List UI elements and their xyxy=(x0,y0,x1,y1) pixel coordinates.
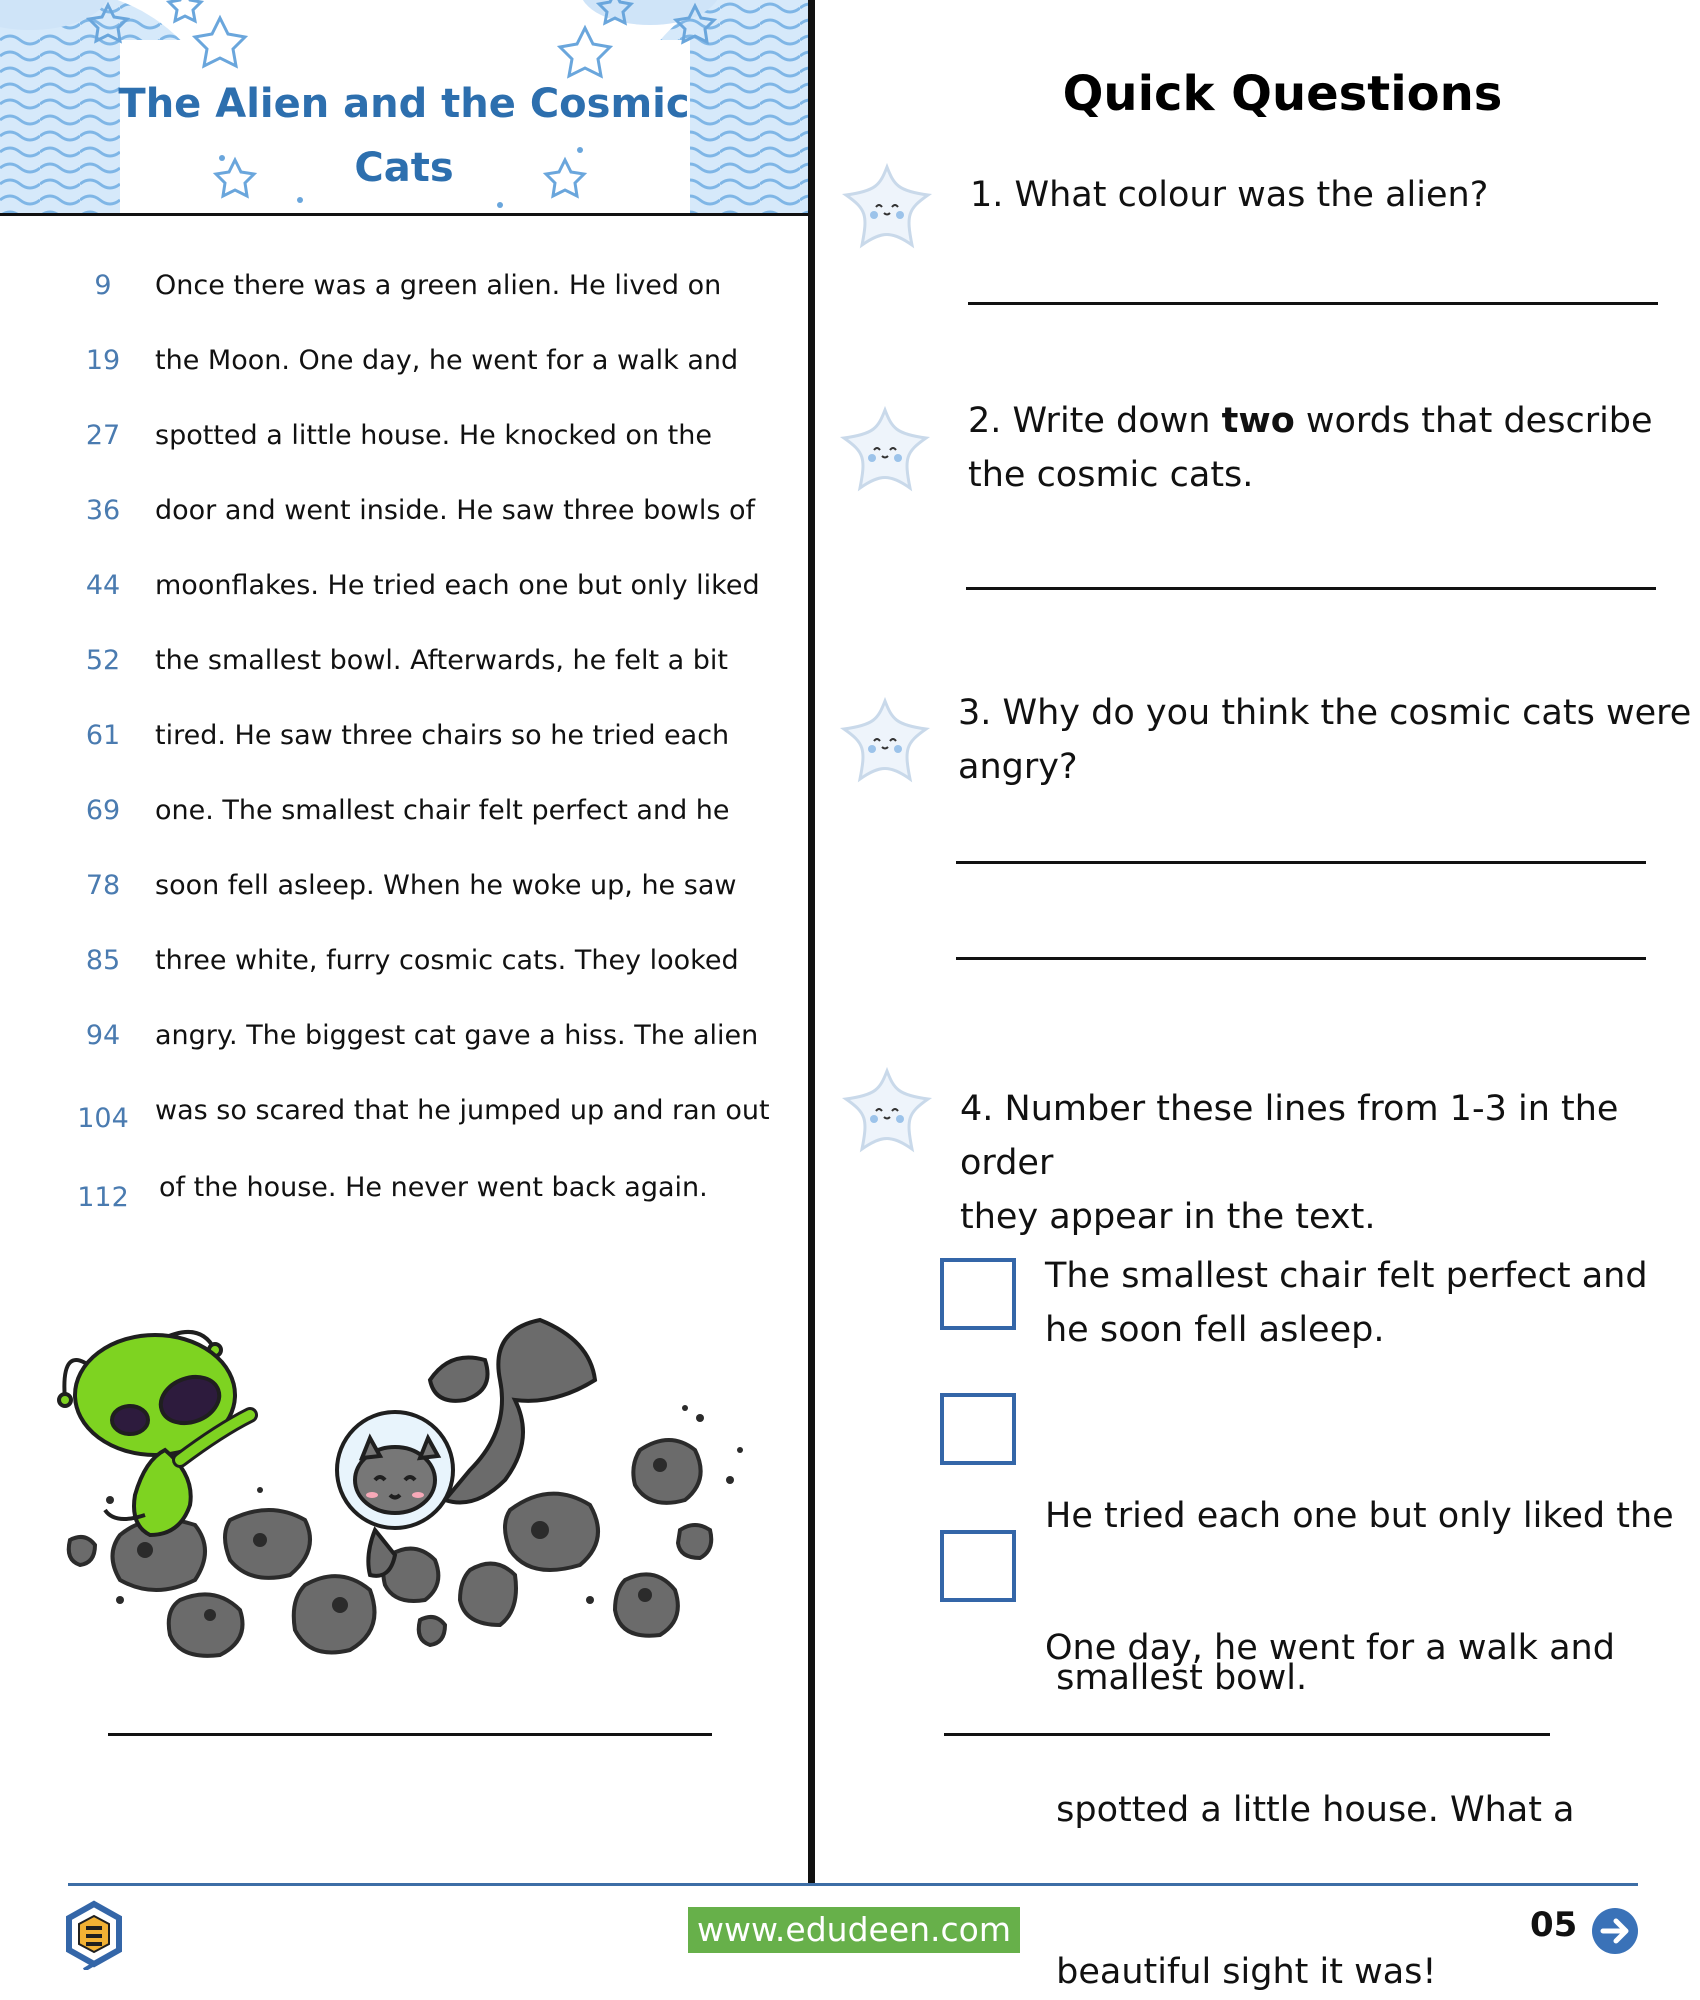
green-alien xyxy=(59,1332,250,1535)
story-line-text: spotted a little house. He knocked on the xyxy=(155,420,712,451)
word-count: 36 xyxy=(85,495,121,526)
illustration-caption-line xyxy=(108,1733,712,1736)
story-line xyxy=(0,420,808,460)
kawaii-star-icon xyxy=(838,697,932,783)
story-line xyxy=(0,1095,808,1135)
story-line xyxy=(0,1020,808,1060)
word-count: 52 xyxy=(85,645,121,676)
word-count: 9 xyxy=(94,270,112,301)
story-line-text: of the house. He never went back again. xyxy=(159,1172,708,1203)
edudeen-logo-icon xyxy=(64,1900,124,1970)
word-count: 112 xyxy=(77,1182,129,1213)
story-line-text: soon fell asleep. When he woke up, he saw xyxy=(155,870,737,901)
answer-line-q3-b[interactable] xyxy=(956,957,1646,960)
story-line-text: moonflakes. He tried each one but only liked xyxy=(155,570,760,601)
order-item-1: The smallest chair felt perfect and he soon fell asleep. xyxy=(1045,1256,1648,1350)
answer-line-q3-a[interactable] xyxy=(956,861,1646,864)
kawaii-star-icon xyxy=(838,406,932,492)
order-box-3[interactable] xyxy=(940,1530,1016,1602)
answer-line-q2[interactable] xyxy=(966,587,1656,590)
answer-line-q4[interactable] xyxy=(944,1733,1550,1736)
story-header-banner xyxy=(0,0,808,214)
order-box-1[interactable] xyxy=(940,1258,1016,1330)
questions-title: Quick Questions xyxy=(1062,66,1503,122)
story-line xyxy=(0,945,808,985)
story-line-text: one. The smallest chair felt perfect and he xyxy=(155,795,730,826)
story-line-text: the smallest bowl. Afterwards, he felt a bit xyxy=(155,645,728,676)
word-count: 78 xyxy=(85,870,121,901)
story-line xyxy=(0,720,808,760)
story-title-line-2: Cats xyxy=(354,145,454,191)
story-line-text: tired. He saw three chairs so he tried each xyxy=(155,720,730,751)
story-line xyxy=(0,345,808,385)
story-line-text: the Moon. One day, he went for a walk and xyxy=(155,345,739,376)
page-number: 05 xyxy=(1530,1905,1578,1945)
question-4 xyxy=(960,1082,1700,1244)
order-item-2: He tried each one but only liked the smallest bowl. xyxy=(1045,1496,1674,1698)
website-link[interactable]: www.edudeen.com xyxy=(688,1907,1020,1953)
story-line xyxy=(0,495,808,535)
question-4-line-2: they appear in the text. xyxy=(960,1197,1376,1237)
story-line xyxy=(0,270,808,310)
arrow-right-circle-icon[interactable] xyxy=(1590,1906,1640,1956)
word-count: 44 xyxy=(85,570,121,601)
story-line-text: door and went inside. He saw three bowls of xyxy=(155,495,756,526)
word-count: 61 xyxy=(85,720,121,751)
question-3-line-1: 3. Why do you think the cosmic cats were xyxy=(958,693,1692,733)
word-count: 85 xyxy=(85,945,121,976)
question-3-line-2: angry? xyxy=(958,747,1078,787)
story-line xyxy=(0,795,808,835)
story-line xyxy=(0,870,808,910)
word-count: 104 xyxy=(77,1103,129,1134)
word-count: 94 xyxy=(85,1020,121,1051)
question-1: 1. What colour was the alien? xyxy=(970,175,1489,215)
question-2 xyxy=(968,394,1653,502)
order-item-3: One day, he went for a walk and spotted a little house. What a beautiful sight it was! xyxy=(1045,1628,1615,1992)
story-line xyxy=(0,1172,808,1212)
story-line xyxy=(0,570,808,610)
question-2-line-1: 2. Write down two words that describe xyxy=(968,401,1653,441)
word-count: 27 xyxy=(85,420,121,451)
alien-and-cat-illustration xyxy=(50,1300,770,1720)
emphasis-word: two xyxy=(1221,401,1295,441)
page-divider xyxy=(808,0,815,1886)
word-count: 69 xyxy=(85,795,121,826)
kawaii-star-icon xyxy=(840,163,934,249)
question-4-line-1: 4. Number these lines from 1-3 in the order xyxy=(960,1089,1619,1183)
question-3 xyxy=(958,686,1691,794)
question-2-line-2: the cosmic cats. xyxy=(968,455,1254,495)
answer-line-q1[interactable] xyxy=(968,302,1658,305)
word-count: 19 xyxy=(85,345,121,376)
story-line-text: Once there was a green alien. He lived on xyxy=(155,270,722,301)
banner-underline xyxy=(0,213,812,216)
story-line-text: was so scared that he jumped up and ran out xyxy=(155,1095,770,1126)
story-line xyxy=(0,645,808,685)
kawaii-star-icon xyxy=(840,1067,934,1153)
story-title-line-1: The Alien and the Cosmic xyxy=(118,81,690,127)
story-line-text: three white, furry cosmic cats. They looked xyxy=(155,945,739,976)
story-title xyxy=(0,72,808,200)
order-box-2[interactable] xyxy=(940,1393,1016,1465)
footer-divider xyxy=(68,1883,1638,1886)
story-line-text: angry. The biggest cat gave a hiss. The alien xyxy=(155,1020,759,1051)
